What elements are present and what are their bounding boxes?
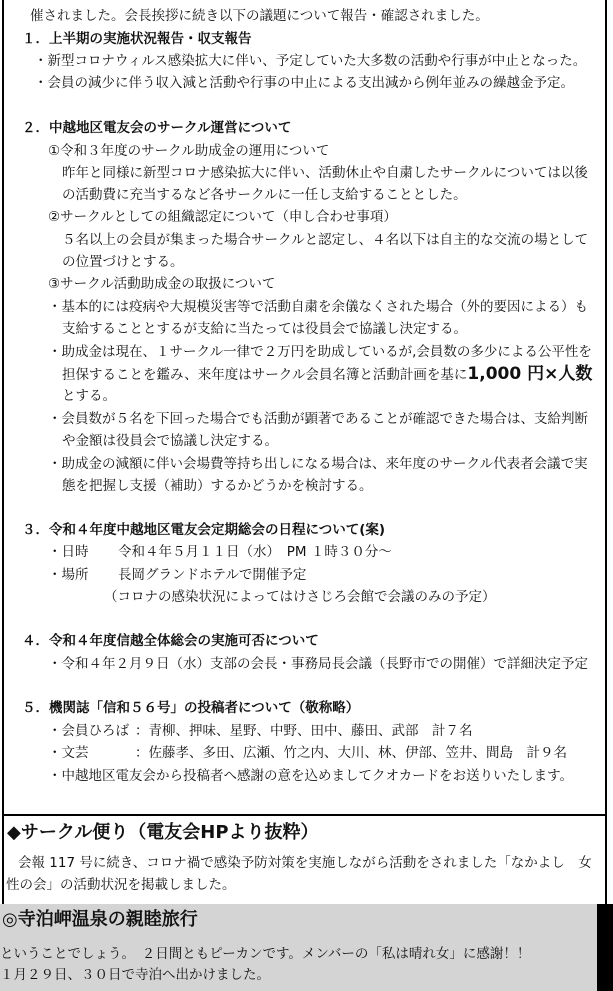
sec3-date-value: 令和４年５月１１日（水） PM １時３０分～ bbox=[118, 544, 392, 560]
sec2-item2-line2: の位置づけとする。 bbox=[62, 254, 184, 270]
sec2-item1-line1: 昨年と同様に新型コロナ感染拡大に伴い、活動休止や自粛したサークルについては以後 bbox=[62, 165, 588, 181]
sec2-bullet4-line1: ・助成金の減額に伴い会場費等持ち出しになる場合は、来年度のサークル代表者会議で実 bbox=[48, 456, 588, 472]
trip-article-line2: １月２９日、３０日で寺泊へ出かけました。 bbox=[0, 967, 270, 983]
amount-per-person: 1,000 円×人数 bbox=[467, 364, 593, 384]
sec4-bullet-1: ・令和４年２月９日（水）支部の会長・事務局長会議（長野市での開催）で詳細決定予定 bbox=[48, 656, 588, 672]
intro-line: 催されました。会長挨拶に続き以下の議題について報告・確認されました。 bbox=[30, 8, 489, 24]
sec2-item3-title: ③サークル活動助成金の取扱について bbox=[48, 276, 276, 292]
sec2-item2-line1: ５名以上の会員が集まった場合サークルと認定し、４名以下は自主的な交流の場として bbox=[62, 232, 589, 248]
sec2-bullet2-line2 bbox=[62, 363, 592, 386]
sec3-place-label: ・場所 bbox=[48, 567, 89, 583]
sec2-item1-title: ①令和３年度のサークル助成金の運用について bbox=[48, 143, 330, 159]
trip-article-line1: ということでしょう。 ２日間ともピーカンです。メンバーの「私は晴れ女」に感謝！！ bbox=[0, 946, 531, 962]
sec2-bullet3-line1: ・会員数が５名を下回った場合でも活動が顕著であることが確認できた場合は、支給判断 bbox=[48, 411, 588, 427]
sec5-bungei-value: ：佐藤孝、多田、広瀬、竹之内、大川、林、伊部、笠井、間島 計９名 bbox=[135, 745, 567, 761]
sec3-date-label: ・日時 bbox=[48, 544, 89, 560]
sec2-bullet2-line3: とする。 bbox=[62, 388, 116, 404]
sec5-heading: ５．機関誌「信和５６号」の投稿者について（敬称略） bbox=[22, 700, 360, 716]
sec2-heading: ２．中越地区電友会のサークル運営について bbox=[22, 120, 292, 136]
sec2-bullet1-line2: 支給することとするが支給に当たっては役員会で協議し決定する。 bbox=[62, 321, 467, 337]
sec1-bullet-1: ・新型コロナウィルス感染拡大に伴い、予定していた大多数の活動や行事が中止となった。 bbox=[34, 53, 587, 69]
sec5-bungei-label: ・文芸 bbox=[48, 745, 89, 761]
sec2-bullet2-text: 担保することを鑑み、来年度はサークル会員名簿と活動計画を基に bbox=[62, 367, 468, 383]
circle-news-title: ◆サークル便り（電友会HPより抜粋） bbox=[7, 822, 319, 843]
sec1-bullet-2: ・会員の減少に伴う収入減と活動や行事の中止による支出減から例年並みの繰越金予定。 bbox=[34, 75, 574, 91]
circle-news-line1: 会報 117 号に続き、コロナ禍で感染予防対策を実施しながら活動をされました「なかよし 女 bbox=[18, 855, 592, 871]
circle-news-line2: 性の会」の活動状況を掲載しました。 bbox=[6, 877, 236, 893]
sec3-note: （コロナの感染状況によってはけさじろ会館で会議のみの予定） bbox=[104, 589, 496, 605]
sec5-hiroba-value: ：青柳、押味、星野、中野、田中、藤田、武部 計７名 bbox=[135, 723, 473, 739]
sec5-hiroba-label: ・会員ひろば bbox=[48, 723, 129, 739]
sec4-heading: ４．令和４年度信越全体総会の実施可否について bbox=[22, 633, 319, 649]
sec2-bullet4-line2: 態を把握し支援（補助）するかどうかを検討する。 bbox=[62, 478, 373, 494]
sec3-heading: ３．令和４年度中越地区電友会定期総会の日程について(案) bbox=[22, 522, 386, 538]
sec3-place-value: 長岡グランドホテルで開催予定 bbox=[118, 567, 307, 583]
trip-article-title: ◎寺泊岬温泉の親睦旅行 bbox=[2, 909, 198, 930]
sec2-bullet3-line2: や金額は役員会で協議し決定する。 bbox=[62, 433, 278, 449]
sec2-item2-title: ②サークルとしての組織認定について（申し合わせ事項） bbox=[48, 209, 397, 225]
sec2-bullet2-line1: ・助成金は現在、１サークル一律で２万円を助成しているが,会員数の多少による公平性を bbox=[48, 344, 592, 360]
sec2-item1-line2: の活動費に充当するなど各サークルに一任し支給することとした。 bbox=[62, 187, 467, 203]
sec5-thanks: ・中越地区電友会から投稿者へ感謝の意を込めましてクオカードをお送りいたします。 bbox=[48, 768, 574, 784]
sec2-bullet1-line1: ・基本的には疫病や大規模災害等で活動自粛を余儀なくされた場合（外的要因による）も bbox=[48, 299, 588, 315]
sec1-heading: １．上半期の実施状況報告・収支報告 bbox=[22, 31, 252, 47]
trip-article-edge bbox=[597, 904, 613, 991]
